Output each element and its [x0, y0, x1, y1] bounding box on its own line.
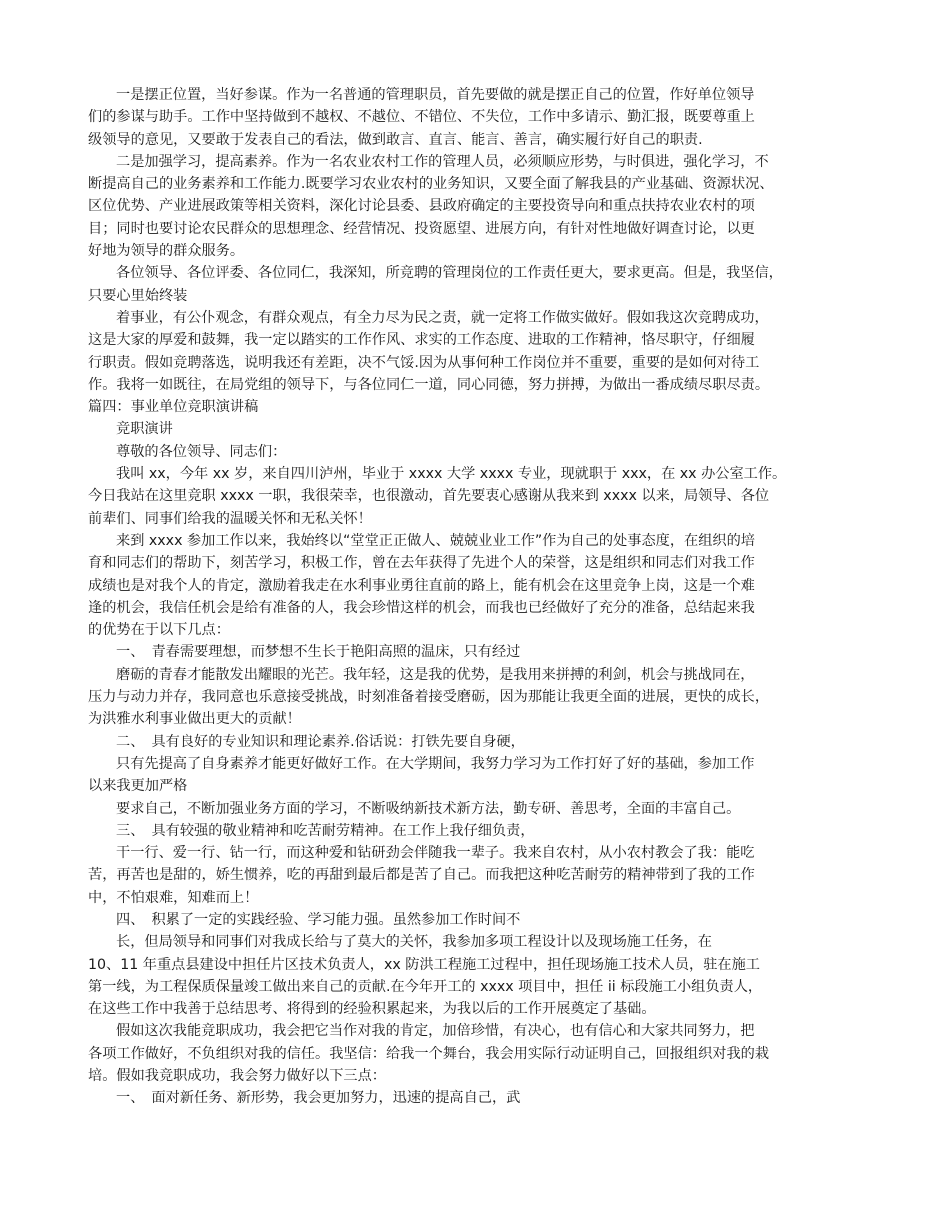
- text-line: 只要心里始终装: [88, 287, 188, 304]
- text-line: 逢的机会，我信任机会是给有准备的人，我会珍惜这样的机会，而我也已经做好了充分的准备，总结起来我: [88, 599, 755, 616]
- text-line: 在这些工作中我善于总结思考、将得到的经验积累起来，为我以后的工作开展奠定了基础。: [88, 1001, 656, 1018]
- text-line: 四、 积累了一定的实践经验、学习能力强。虽然参加工作时间不: [116, 911, 521, 928]
- text-line: 一、 面对新任务、新形势，我会更加努力，迅速的提高自己，武: [116, 1090, 521, 1107]
- text-line: 为洪雅水利事业做出更大的贡献！: [88, 711, 301, 728]
- text-line: 级领导的意见，又要敢于发表自己的看法，做到敢言、直言、能言、善言，确实履行好自己的职责.: [88, 131, 703, 148]
- text-line: 行职责。假如竞聘落选，说明我还有差距，决不气馁.因为从事何种工作岗位并不重要，重要的是如何对待工: [88, 354, 760, 371]
- document-body: [88, 84, 868, 1110]
- text-line: 一、 青春需要理想，而梦想不生长于艳阳高照的温床，只有经过: [116, 644, 521, 661]
- text-line: 10、11 年重点县建设中担任片区技术负责人，xx 防洪工程施工过程中，担任现场施工技术人员，驻在施工: [88, 956, 760, 973]
- text-line: 育和同志们的帮助下，刻苦学习，积极工作，曾在去年获得了先进个人的荣誉，这是组织和同志们对我工作: [88, 555, 755, 572]
- text-line: 压力与动力并存，我同意也乐意接受挑战，时刻准备着接受磨砺，因为那能让我更全面的进展，更快的成长，: [88, 689, 770, 706]
- text-line: 假如这次我能竞职成功，我会把它当作对我的肯定，加倍珍惜，有决心，也有信心和大家共同努力，把: [116, 1023, 755, 1040]
- text-line: 各位领导、各位评委、各位同仁，我深知，所竞聘的管理岗位的工作责任更大，要求更高。但是，我坚信，: [116, 265, 783, 282]
- text-line: 作。我将一如既往，在局党组的领导下，与各位同仁一道，同心同德，努力拼搏，为做出一番成绩尽职尽责。: [88, 376, 770, 393]
- text-line: 篇四：事业单位竞职演讲稿: [88, 399, 259, 416]
- text-line: 二是加强学习，提高素养。作为一名农业农村工作的管理人员，必须顺应形势，与时俱进，强化学习，不: [116, 153, 769, 170]
- text-line: 我叫 xx，今年 xx 岁，来自四川泸州，毕业于 xxxx 大学 xxxx 专业，现就职于 xxx，在 xx 办公室工作。: [116, 466, 787, 483]
- text-line: 磨砺的青春才能散发出耀眼的光芒。我年轻，这是我的优势，是我用来拼搏的利剑，机会与挑战同在，: [116, 666, 755, 683]
- text-line: 好地为领导的群众服务。: [88, 243, 245, 260]
- text-line: 培。假如我竞职成功，我会努力做好以下三点：: [88, 1068, 386, 1085]
- text-line: 来到 xxxx 参加工作以来，我始终以“堂堂正正做人、兢兢业业工作”作为自己的处事态度，在组织的培: [116, 532, 755, 549]
- text-line: 以来我更加严格: [88, 778, 188, 795]
- text-line: 这是大家的厚爱和鼓舞，我一定以踏实的工作作风、求实的工作态度、进取的工作精神，恪尽职守，仔细履: [88, 332, 755, 349]
- text-line: 区位优势、产业进展政策等相关资料，深化讨论县委、县政府确定的主要投资导向和重点扶持农业农村的项: [88, 198, 755, 215]
- text-line: 前辈们、同事们给我的温暖关怀和无私关怀！: [88, 510, 372, 527]
- text-line: 苦，再苦也是甜的，娇生惯养，吃的再甜到最后都是苦了自己。而我把这种吃苦耐劳的精神带到了我的工作: [88, 867, 755, 884]
- text-line: 只有先提高了自身素养才能更好做好工作。在大学期间，我努力学习为工作打好了好的基础，参加工作: [116, 755, 755, 772]
- text-line: 竞职演讲: [116, 421, 173, 438]
- text-line: 各项工作做好，不负组织对我的信任。我坚信：给我一个舞台，我会用实际行动证明自己，回报组织对我的栽: [88, 1045, 770, 1062]
- text-line: 今日我站在这里竞职 xxxx 一职，我很荣幸，也很激动，首先要衷心感谢从我来到 xxxx 以来，局领导、各位: [88, 488, 770, 505]
- text-line: 的优势在于以下几点：: [88, 622, 230, 639]
- text-line: 断提高自己的业务素养和工作能力.既要学习农业农村的业务知识，又要全面了解我县的产业基础、资源状况、: [88, 176, 774, 193]
- text-line: 长，但局领导和同事们对我成长给与了莫大的关怀，我参加多项工程设计以及现场施工任务，在: [116, 934, 712, 951]
- text-line: 三、 具有较强的敬业精神和吃苦耐劳精神。在工作上我仔细负责，: [116, 822, 535, 839]
- text-line: 一是摆正位置，当好参谋。作为一名普通的管理职员，首先要做的就是摆正自己的位置，作好单位领导: [116, 87, 755, 103]
- text-line: 要求自己，不断加强业务方面的学习，不断吸纳新技术新方法，勤专研、善思考，全面的丰富自己。: [116, 800, 741, 817]
- text-line: 着事业，有公仆观念，有群众观点，有全力尽为民之责，就一定将工作做实做好。假如我这次竞聘成功，: [116, 309, 769, 326]
- text-line: 尊敬的各位领导、同志们：: [116, 443, 287, 460]
- text-line: 第一线，为工程保质保量竣工做出来自己的贡献.在今年开工的 xxxx 项目中，担任 ii 标段施工小组负责人，: [88, 978, 763, 995]
- text-line: 目；同时也要讨论农民群众的思想理念、经营情况、投资愿望、进展方向，有针对性地做好调查讨论，以更: [88, 220, 755, 237]
- text-line: 干一行、爱一行、钻一行，而这种爱和钻研劲会伴随我一辈子。我来自农村，从小农村教会了我：能吃: [116, 845, 755, 862]
- text-line: 二、 具有良好的专业知识和理论素养.俗话说：打铁先要自身硬，: [116, 733, 525, 750]
- text-line: 中，不怕艰难，知难而上！: [88, 889, 259, 906]
- text-line: 们的参谋与助手。工作中坚持做到不越权、不越位、不错位、不失位，工作中多请示、勤汇报，既要尊重上: [88, 109, 755, 126]
- text-line: 成绩也是对我个人的肯定，激励着我走在水利事业勇往直前的路上，能有机会在这里竞争上岗，这是一个难: [88, 577, 755, 594]
